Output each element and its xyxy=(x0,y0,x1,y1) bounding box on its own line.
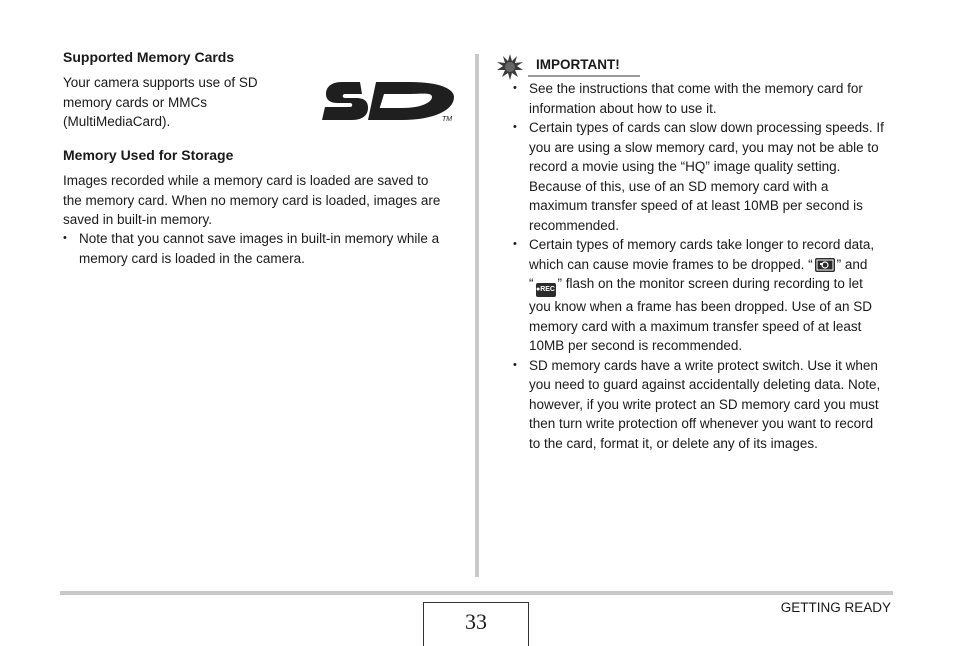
page-number: 33 xyxy=(423,602,529,646)
camera-card-icon xyxy=(815,258,835,272)
footer-rule xyxy=(60,591,893,595)
bullet-line: recommended. xyxy=(529,217,620,233)
left-bullet-list xyxy=(63,229,463,268)
bullet-line: Because of this, use of an SD memory card with a xyxy=(529,178,829,194)
supported-line-1: Your camera supports use of SD xyxy=(63,75,258,90)
bullet-line: information about how to use it. xyxy=(529,100,717,116)
bullet-line: maximum transfer speed of at least 10MB per second is xyxy=(529,198,863,213)
bullet-line: Certain types of cards can slow down processing speeds. If xyxy=(529,120,884,135)
supported-line-3: (MultiMediaCard). xyxy=(63,114,171,129)
bullet-line: you know when a frame has been dropped. Use of an SD xyxy=(529,299,872,314)
memory-used-for-storage-heading: Memory Used for Storage xyxy=(63,147,234,163)
bullet-line: 10MB per second is recommended. xyxy=(529,338,743,353)
bullet-line: you need to guard against accidentally deleting data. Note, xyxy=(529,377,881,392)
list-item xyxy=(513,79,893,118)
list-item xyxy=(513,118,893,235)
list-item xyxy=(513,235,893,356)
list-item xyxy=(63,229,463,268)
list-item xyxy=(513,356,893,454)
bullet-line: you are using a slow memory card, you may not be able to xyxy=(529,139,879,155)
important-label: IMPORTANT! xyxy=(536,57,620,72)
bullet-line: SD memory cards have a write protect switch. Use it when xyxy=(529,357,878,373)
bullet-line: memory card with a maximum transfer speed of at least xyxy=(529,318,862,334)
bullet-line: “ xyxy=(529,276,534,291)
rec-icon: ●REC xyxy=(536,283,556,297)
memory-line-3: saved in built-in memory. xyxy=(63,212,213,227)
starburst-icon xyxy=(497,54,523,80)
supported-memory-cards-heading: Supported Memory Cards xyxy=(63,49,235,65)
memory-line-2: the memory card. When no memory card is loaded, images are xyxy=(63,192,441,208)
bullet-line: Note that you cannot save images in built-in memory while a xyxy=(79,231,440,246)
memory-storage-text xyxy=(63,171,440,230)
memory-line-1: Images recorded while a memory card is loaded are saved to xyxy=(63,173,429,188)
bullet-line: however, if you write protect an SD memory card you must xyxy=(529,396,879,412)
bullet-line: ” flash on the monitor screen during recording to let xyxy=(557,276,863,291)
bullet-line: to the card, format it, or delete any of its images. xyxy=(529,435,818,451)
sd-logo-tm: TM xyxy=(442,116,453,123)
bullet-line: record a movie using the “HQ” image quality setting. xyxy=(529,159,841,174)
sd-logo xyxy=(322,80,458,126)
bullet-line: See the instructions that come with the memory card for xyxy=(529,81,863,96)
section-title: GETTING READY xyxy=(780,600,891,615)
bullet-line: ” and xyxy=(836,256,868,272)
important-underline xyxy=(528,75,640,77)
supported-line-2: memory cards or MMCs xyxy=(63,94,208,110)
supported-memory-cards-text xyxy=(63,73,258,132)
bullet-line: which can cause movie frames to be dropped. “ xyxy=(529,256,813,272)
bullet-line: memory card is loaded in the camera. xyxy=(79,250,305,266)
bullet-line: Certain types of memory cards take longer to record data, xyxy=(529,237,875,252)
important-bullet-list xyxy=(513,79,893,453)
column-divider xyxy=(475,54,479,577)
bullet-line: then turn write protection off whenever you want to record xyxy=(529,416,874,431)
